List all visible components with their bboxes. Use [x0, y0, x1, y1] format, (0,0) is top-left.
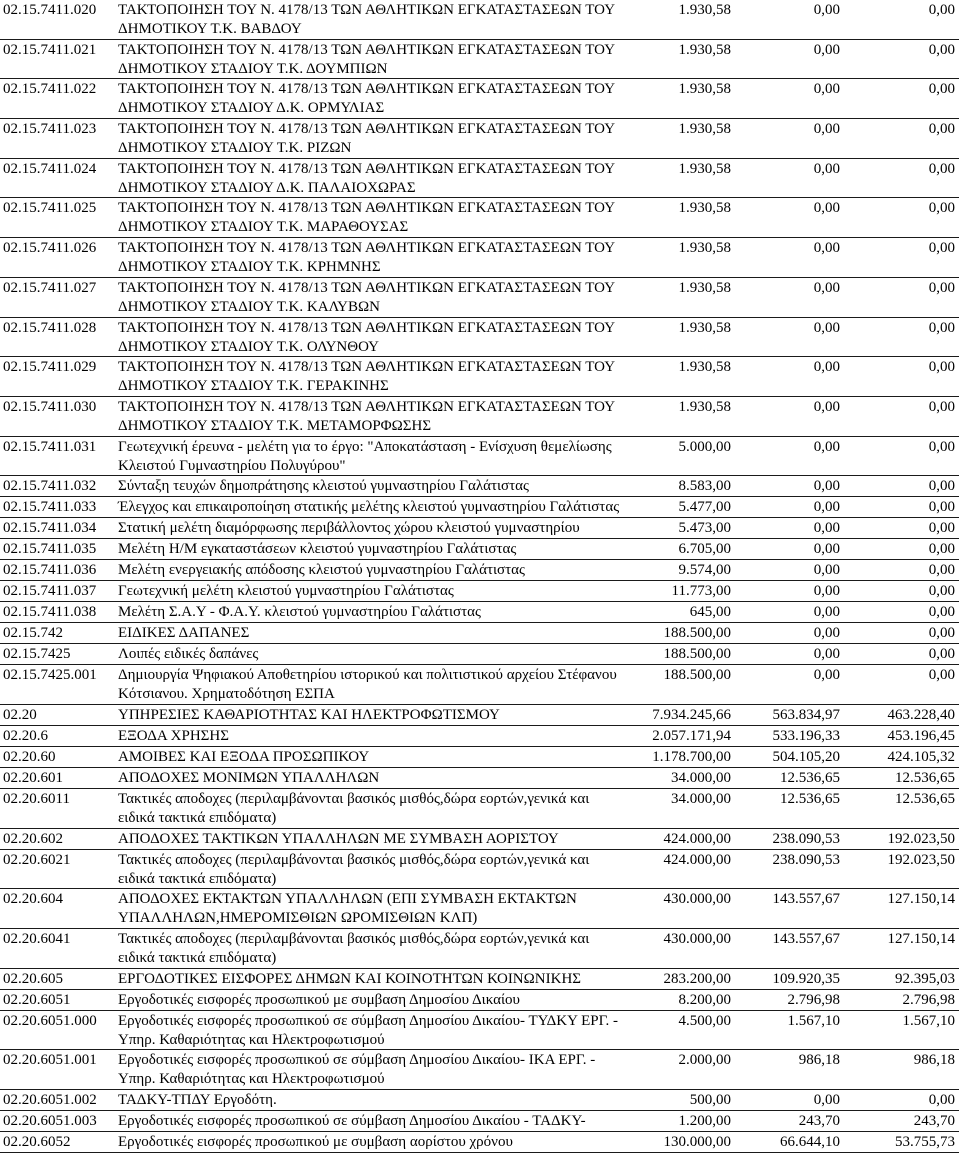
amount-1: 1.930,58: [678, 319, 731, 336]
amount-1: 9.574,00: [678, 562, 731, 579]
account-code: 02.20.6051.000: [3, 1012, 97, 1029]
amount-3: 0,00: [928, 478, 955, 495]
description-line: ΤΑΚΤΟΠΟΙΗΣΗ ΤΟΥ Ν. 4178/13 ΤΩΝ ΑΘΛΗΤΙΚΩΝ ΕΓΚΑΤΑΣΤΑΣΕΩΝ ΤΟΥ: [118, 200, 616, 217]
amount-3: 424.105,32: [887, 748, 955, 765]
amount-1: 1.930,58: [678, 240, 731, 257]
description: [116, 990, 640, 1010]
table-row: [0, 0, 959, 40]
amount-1: 500,00: [689, 1092, 731, 1109]
amount-2: 2.796,98: [787, 991, 840, 1008]
description-line: ΔΗΜΟΤΙΚΟΥ ΣΤΑΔΙΟΥ Τ.Κ. ΜΑΡΑΘΟΥΣΑΣ: [118, 219, 409, 236]
amount-1: 34.000,00: [671, 790, 731, 807]
description-line: ειδικά τακτικά επιδόματα): [118, 870, 277, 887]
description-line: ΔΗΜΟΤΙΚΟΥ ΣΤΑΔΙΟΥ Τ.Κ. ΟΛΥΝΘΟΥ: [118, 338, 379, 355]
amount-2: 66.644,10: [780, 1134, 840, 1151]
amount-1: 5.477,00: [678, 499, 731, 516]
description: [116, 705, 640, 725]
amount-1: 424.000,00: [663, 830, 731, 847]
account-code: 02.20.6052: [3, 1134, 71, 1151]
description-line: Μελέτη Η/Μ εγκαταστάσεων κλειστού γυμναστηρίου Γαλάτιστας: [118, 541, 517, 558]
amount-2: 0,00: [813, 438, 840, 455]
amount-2: 238.090,53: [772, 830, 840, 847]
account-code: 02.15.7411.023: [3, 121, 97, 138]
account-code: 02.15.742: [3, 625, 63, 642]
amount-2: 563.834,97: [772, 706, 840, 723]
amount-2: 0,00: [813, 562, 840, 579]
table-row: [0, 644, 959, 665]
amount-1: 130.000,00: [663, 1134, 731, 1151]
description-line: ειδικά τακτικά επιδόματα): [118, 950, 277, 966]
description-line: ειδικά τακτικά επιδόματα): [118, 809, 277, 826]
description: [116, 929, 640, 968]
description-line: ΔΗΜΟΤΙΚΟΥ ΣΤΑΔΙΟΥ Τ.Κ. ΚΑΛΥΒΩΝ: [118, 298, 380, 315]
account-code: 02.15.7425: [3, 646, 71, 663]
table-row: [0, 1090, 959, 1111]
amount-3: 0,00: [928, 625, 955, 642]
table-row: [0, 238, 959, 278]
description-line: ΤΑΚΤΟΠΟΙΗΣΗ ΤΟΥ Ν. 4178/13 ΤΩΝ ΑΘΛΗΤΙΚΩΝ ΕΓΚΑΤΑΣΤΑΣΕΩΝ ΤΟΥ: [118, 160, 616, 177]
amount-3: 0,00: [928, 319, 955, 336]
amount-2: 0,00: [813, 200, 840, 217]
amount-3: 0,00: [928, 583, 955, 600]
account-code: 02.20.604: [3, 891, 63, 908]
amount-3: 0,00: [928, 160, 955, 177]
account-code: 02.15.7411.036: [3, 562, 97, 579]
description-line: Υπηρ. Καθαριότητας και Ηλεκτροφωτισμού: [118, 1071, 385, 1088]
table-row: [0, 159, 959, 199]
amount-1: 2.000,00: [678, 1052, 731, 1069]
description-line: ΔΗΜΟΤΙΚΟΥ ΣΤΑΔΙΟΥ Τ.Κ. ΓΕΡΑΚΙΝΗΣ: [118, 378, 389, 395]
description-line: ΔΗΜΟΤΙΚΟΥ Τ.Κ. ΒΑΒΔΟΥ: [118, 21, 302, 37]
amount-2: 0,00: [813, 319, 840, 336]
description: [116, 539, 640, 559]
account-code: 02.15.7411.027: [3, 279, 97, 296]
description: [116, 159, 640, 198]
description-line: Εργοδοτικές εισφορές προσωπικού με συμβαση Δημοσίου Δικαίου: [118, 991, 520, 1008]
amount-1: 34.000,00: [671, 769, 731, 786]
description: [116, 747, 640, 767]
description: [116, 357, 640, 396]
description-line: Κότσιανου. Χρηματοδότηση ΕΣΠΑ: [118, 686, 335, 703]
description-line: Λοιπές ειδικές δαπάνες: [118, 646, 259, 663]
amount-3: 0,00: [928, 2, 955, 18]
amount-2: 0,00: [813, 667, 840, 684]
amount-1: 1.178.700,00: [652, 748, 731, 765]
amount-2: 0,00: [813, 121, 840, 138]
amount-1: 1.930,58: [678, 81, 731, 98]
description: [116, 889, 640, 928]
description-line: ΤΑΚΤΟΠΟΙΗΣΗ ΤΟΥ Ν. 4178/13 ΤΩΝ ΑΘΛΗΤΙΚΩΝ ΕΓΚΑΤΑΣΤΑΣΕΩΝ ΤΟΥ: [118, 359, 616, 376]
amount-3: 0,00: [928, 438, 955, 455]
description: [116, 581, 640, 601]
amount-2: 12.536,65: [780, 769, 840, 786]
amount-1: 5.000,00: [678, 438, 731, 455]
amount-3: 0,00: [928, 667, 955, 684]
description-line: Υπηρ. Καθαριότητας και Ηλεκτροφωτισμού: [118, 1031, 385, 1048]
amount-3: 0,00: [928, 121, 955, 138]
table-row: [0, 665, 959, 705]
account-code: 02.20.6051.003: [3, 1113, 97, 1130]
account-code: 02.20.6051.002: [3, 1092, 97, 1109]
description-line: Κλειστού Γυμναστηρίου Πολυγύρου": [118, 457, 346, 474]
account-code: 02.15.7411.035: [3, 541, 97, 558]
table-row: [0, 768, 959, 789]
amount-3: 127.150,14: [887, 891, 955, 908]
amount-3: 92.395,03: [895, 970, 955, 987]
table-row: [0, 1011, 959, 1051]
account-code: 02.20.6: [3, 727, 48, 744]
table-row: [0, 929, 959, 969]
description-line: Εργοδοτικές εισφορές προσωπικού σε σύμβαση Δημοσίου Δικαίου - ΤΑΔΚΥ-: [118, 1113, 586, 1130]
amount-3: 12.536,65: [895, 790, 955, 807]
account-code: 02.15.7411.034: [3, 520, 97, 537]
description-line: Σύνταξη τευχών δημοπράτησης κλειστού γυμναστηρίου Γαλάτιστας: [118, 478, 529, 495]
amount-2: 238.090,53: [772, 851, 840, 868]
description-line: Έλεγχος και επικαιροποίηση στατικής μελέτης κλειστού γυμναστηρίου Γαλάτιστας: [118, 499, 620, 516]
amount-3: 986,18: [913, 1052, 955, 1069]
amount-2: 986,18: [798, 1052, 840, 1069]
amount-3: 192.023,50: [887, 830, 955, 847]
table-row: [0, 789, 959, 829]
description: [116, 518, 640, 538]
amount-2: 1.567,10: [787, 1012, 840, 1029]
table-row: [0, 1050, 959, 1090]
amount-1: 424.000,00: [663, 851, 731, 868]
description-line: ΔΗΜΟΤΙΚΟΥ ΣΤΑΔΙΟΥ Τ.Κ. ΔΟΥΜΠΙΩΝ: [118, 60, 388, 77]
description-line: ΕΡΓΟΔΟΤΙΚΕΣ ΕΙΣΦΟΡΕΣ ΔΗΜΩΝ ΚΑΙ ΚΟΙΝΟΤΗΤΩΝ ΚΟΙΝΩΝΙΚΗΣ: [118, 970, 582, 987]
amount-1: 11.773,00: [671, 583, 731, 600]
description-line: ΔΗΜΟΤΙΚΟΥ ΣΤΑΔΙΟΥ Δ.Κ. ΟΡΜΥΛΙΑΣ: [118, 100, 385, 117]
table-row: [0, 198, 959, 238]
description: [116, 497, 640, 517]
table-row: [0, 1132, 959, 1153]
table-row: [0, 497, 959, 518]
amount-3: 463.228,40: [887, 706, 955, 723]
amount-3: 53.755,73: [895, 1134, 955, 1151]
account-code: 02.15.7425.001: [3, 667, 97, 684]
description-line: ΔΗΜΟΤΙΚΟΥ ΣΤΑΔΙΟΥ Τ.Κ. ΜΕΤΑΜΟΡΦΩΣΗΣ: [118, 417, 432, 434]
amount-3: 0,00: [928, 541, 955, 558]
amount-1: 1.930,58: [678, 41, 731, 58]
description: [116, 789, 640, 828]
amount-3: 1.567,10: [902, 1012, 955, 1029]
amount-2: 0,00: [813, 541, 840, 558]
account-code: 02.15.7411.038: [3, 604, 97, 621]
table-row: [0, 318, 959, 358]
description-line: ΤΑΚΤΟΠΟΙΗΣΗ ΤΟΥ Ν. 4178/13 ΤΩΝ ΑΘΛΗΤΙΚΩΝ ΕΓΚΑΤΑΣΤΑΣΕΩΝ ΤΟΥ: [118, 81, 616, 98]
amount-1: 430.000,00: [663, 931, 731, 947]
account-code: 02.20: [3, 706, 37, 723]
description-line: ΤΑΚΤΟΠΟΙΗΣΗ ΤΟΥ Ν. 4178/13 ΤΩΝ ΑΘΛΗΤΙΚΩΝ ΕΓΚΑΤΑΣΤΑΣΕΩΝ ΤΟΥ: [118, 398, 616, 415]
amount-2: 0,00: [813, 520, 840, 537]
amount-3: 0,00: [928, 279, 955, 296]
description-line: ΔΗΜΟΤΙΚΟΥ ΣΤΑΔΙΟΥ Τ.Κ. ΚΡΗΜΝΗΣ: [118, 259, 381, 276]
amount-3: 0,00: [928, 520, 955, 537]
description: [116, 969, 640, 989]
account-code: 02.15.7411.022: [3, 81, 97, 98]
description-line: Τακτικές αποδοχες (περιλαμβάνονται βασικός μισθός,δώρα εορτών,γενικά και: [118, 851, 590, 868]
table-row: [0, 40, 959, 80]
amount-3: 0,00: [928, 359, 955, 376]
amount-3: 0,00: [928, 1092, 955, 1109]
table-row: [0, 969, 959, 990]
amount-2: 0,00: [813, 646, 840, 663]
description: [116, 119, 640, 158]
table-row: [0, 437, 959, 477]
table-row: [0, 1111, 959, 1132]
description: [116, 1132, 640, 1152]
description-line: Στατική μελέτη διαμόρφωσης περιβάλλοντος χώρου κλειστού γυμναστηρίου: [118, 520, 580, 537]
description: [116, 40, 640, 79]
amount-1: 645,00: [689, 604, 731, 621]
amount-1: 4.500,00: [678, 1012, 731, 1029]
amount-2: 0,00: [813, 1092, 840, 1109]
amount-1: 6.705,00: [678, 541, 731, 558]
description-line: Εργοδοτικές εισφορές προσωπικού με συμβαση αορίστου χρόνου: [118, 1134, 513, 1151]
amount-2: 0,00: [813, 499, 840, 516]
table-row: [0, 850, 959, 890]
description-line: ΕΞΟΔΑ ΧΡΗΣΗΣ: [118, 727, 229, 744]
amount-2: 0,00: [813, 604, 840, 621]
amount-1: 1.930,58: [678, 359, 731, 376]
amount-1: 1.930,58: [678, 398, 731, 415]
amount-1: 188.500,00: [663, 625, 731, 642]
description-line: Μελέτη Σ.Α.Υ - Φ.Α.Υ. κλειστού γυμναστηρίου Γαλάτιστας: [118, 604, 481, 621]
account-code: 02.15.7411.029: [3, 359, 97, 376]
account-code: 02.15.7411.025: [3, 200, 97, 217]
account-code: 02.20.6051.001: [3, 1052, 97, 1069]
table-row: [0, 357, 959, 397]
amount-3: 12.536,65: [895, 769, 955, 786]
description: [116, 602, 640, 622]
description-line: ΤΑΚΤΟΠΟΙΗΣΗ ΤΟΥ Ν. 4178/13 ΤΩΝ ΑΘΛΗΤΙΚΩΝ ΕΓΚΑΤΑΣΤΑΣΕΩΝ ΤΟΥ: [118, 2, 616, 18]
description-line: Γεωτεχνική έρευνα - μελέτη για το έργο: "Αποκατάσταση - Ενίσχυση θεμελίωσης: [118, 438, 612, 455]
amount-3: 2.796,98: [902, 991, 955, 1008]
table-row: [0, 747, 959, 768]
description: [116, 829, 640, 849]
table-row: [0, 518, 959, 539]
amount-2: 0,00: [813, 160, 840, 177]
amount-2: 0,00: [813, 240, 840, 257]
description: [116, 238, 640, 277]
description: [116, 1011, 640, 1050]
account-code: 02.15.7411.037: [3, 583, 97, 600]
account-code: 02.20.601: [3, 769, 63, 786]
amount-2: 12.536,65: [780, 790, 840, 807]
description: [116, 437, 640, 476]
amount-2: 504.105,20: [772, 748, 840, 765]
description: [116, 850, 640, 889]
amount-1: 430.000,00: [663, 891, 731, 908]
amount-1: 188.500,00: [663, 667, 731, 684]
amount-1: 283.200,00: [663, 970, 731, 987]
description-line: ΤΑΚΤΟΠΟΙΗΣΗ ΤΟΥ Ν. 4178/13 ΤΩΝ ΑΘΛΗΤΙΚΩΝ ΕΓΚΑΤΑΣΤΑΣΕΩΝ ΤΟΥ: [118, 41, 616, 58]
amount-3: 0,00: [928, 604, 955, 621]
description: [116, 665, 640, 704]
description-line: ΤΑΚΤΟΠΟΙΗΣΗ ΤΟΥ Ν. 4178/13 ΤΩΝ ΑΘΛΗΤΙΚΩΝ ΕΓΚΑΤΑΣΤΑΣΕΩΝ ΤΟΥ: [118, 121, 616, 138]
description-line: ΑΠΟΔΟΧΕΣ ΕΚΤΑΚΤΩΝ ΥΠΑΛΛΗΛΩΝ (ΕΠΙ ΣΥΜΒΑΣΗ ΕΚΤΑΚΤΩΝ: [118, 891, 577, 908]
description-line: ΤΑΚΤΟΠΟΙΗΣΗ ΤΟΥ Ν. 4178/13 ΤΩΝ ΑΘΛΗΤΙΚΩΝ ΕΓΚΑΤΑΣΤΑΣΕΩΝ ΤΟΥ: [118, 240, 616, 257]
account-code: 02.15.7411.031: [3, 438, 97, 455]
account-code: 02.15.7411.026: [3, 240, 97, 257]
amount-1: 1.930,58: [678, 121, 731, 138]
account-code: 02.20.6041: [3, 931, 71, 947]
account-code: 02.20.605: [3, 970, 63, 987]
amount-3: 192.023,50: [887, 851, 955, 868]
amount-2: 143.557,67: [772, 931, 840, 947]
account-code: 02.15.7411.032: [3, 478, 97, 495]
account-code: 02.15.7411.033: [3, 499, 97, 516]
description: [116, 1090, 640, 1110]
description-line: Εργοδοτικές εισφορές προσωπικού σε σύμβαση Δημοσίου Δικαίου- ΤΥΔΚΥ ΕΡΓ. -: [118, 1012, 618, 1029]
amount-3: 127.150,14: [887, 931, 955, 947]
description-line: ΑΜΟΙΒΕΣ ΚΑΙ ΕΞΟΔΑ ΠΡΟΣΩΠΙΚΟΥ: [118, 748, 370, 765]
amount-3: 243,70: [913, 1113, 955, 1130]
amount-2: 143.557,67: [772, 891, 840, 908]
amount-1: 1.930,58: [678, 279, 731, 296]
amount-2: 0,00: [813, 41, 840, 58]
account-code: 02.15.7411.028: [3, 319, 97, 336]
amount-2: 0,00: [813, 625, 840, 642]
description: [116, 318, 640, 357]
description: [116, 1111, 640, 1131]
amount-2: 0,00: [813, 81, 840, 98]
account-code: 02.15.7411.024: [3, 160, 97, 177]
account-code: 02.20.602: [3, 830, 63, 847]
description: [116, 623, 640, 643]
description: [116, 768, 640, 788]
table-row: [0, 79, 959, 119]
amount-2: 0,00: [813, 583, 840, 600]
amount-1: 188.500,00: [663, 646, 731, 663]
amount-1: 8.583,00: [678, 478, 731, 495]
table-row: [0, 278, 959, 318]
description-line: ΥΠΗΡΕΣΙΕΣ ΚΑΘΑΡΙΟΤΗΤΑΣ ΚΑΙ ΗΛΕΚΤΡΟΦΩΤΙΣΜΟΥ: [118, 706, 500, 723]
amount-2: 109.920,35: [772, 970, 840, 987]
description-line: Μελέτη ενεργειακής απόδοσης κλειστού γυμναστηρίου Γαλάτιστας: [118, 562, 525, 579]
description-line: ΔΗΜΟΤΙΚΟΥ ΣΤΑΔΙΟΥ Δ.Κ. ΠΑΛΑΙΟΧΩΡΑΣ: [118, 179, 416, 196]
amount-3: 0,00: [928, 499, 955, 516]
amount-3: 0,00: [928, 646, 955, 663]
table-row: [0, 705, 959, 726]
amount-2: 243,70: [798, 1113, 840, 1130]
account-code: 02.15.7411.021: [3, 41, 97, 58]
amount-2: 533.196,33: [772, 727, 840, 744]
amount-1: 7.934.245,66: [652, 706, 731, 723]
amount-3: 0,00: [928, 398, 955, 415]
amount-1: 8.200,00: [678, 991, 731, 1008]
amount-3: 0,00: [928, 200, 955, 217]
amount-3: 453.196,45: [887, 727, 955, 744]
description-line: ΤΑΔΚΥ-ΤΠΔΥ Εργοδότη.: [118, 1092, 277, 1109]
description-line: Δημιουργία Ψηφιακού Αποθετηρίου ιστορικού και πολιτιστικού αρχείου Στέφανου: [118, 667, 617, 684]
description: [116, 476, 640, 496]
account-code: 02.20.60: [3, 748, 56, 765]
description-line: Εργοδοτικές εισφορές προσωπικού σε σύμβαση Δημοσίου Δικαίου- ΙΚΑ ΕΡΓ. -: [118, 1052, 596, 1069]
table-row: [0, 602, 959, 623]
table-row: [0, 623, 959, 644]
amount-1: 2.057.171,94: [652, 727, 731, 744]
amount-2: 0,00: [813, 279, 840, 296]
description-line: ΕΙΔΙΚΕΣ ΔΑΠΑΝΕΣ: [118, 625, 250, 642]
table-row: [0, 726, 959, 747]
description-line: ΑΠΟΔΟΧΕΣ ΤΑΚΤΙΚΩΝ ΥΠΑΛΛΗΛΩΝ ΜΕ ΣΥΜΒΑΣΗ ΑΟΡΙΣΤΟΥ: [118, 830, 559, 847]
description: [116, 198, 640, 237]
amount-2: 0,00: [813, 2, 840, 18]
amount-1: 1.930,58: [678, 200, 731, 217]
amount-1: 1.200,00: [678, 1113, 731, 1130]
description: [116, 0, 640, 39]
amount-1: 5.473,00: [678, 520, 731, 537]
table-row: [0, 397, 959, 437]
table-row: [0, 119, 959, 159]
table-row: [0, 539, 959, 560]
amount-3: 0,00: [928, 41, 955, 58]
account-code: 02.20.6051: [3, 991, 71, 1008]
table-row: [0, 990, 959, 1011]
amount-3: 0,00: [928, 81, 955, 98]
account-code: 02.15.7411.020: [3, 2, 97, 18]
description-line: Τακτικές αποδοχες (περιλαμβάνονται βασικός μισθός,δώρα εορτών,γενικά και: [118, 790, 590, 807]
description: [116, 726, 640, 746]
description: [116, 560, 640, 580]
account-code: 02.20.6021: [3, 851, 71, 868]
amount-2: 0,00: [813, 398, 840, 415]
description-line: Τακτικές αποδοχες (περιλαμβάνονται βασικός μισθός,δώρα εορτών,γενικά και: [118, 931, 590, 947]
account-code: 02.15.7411.030: [3, 398, 97, 415]
description-line: ΑΠΟΔΟΧΕΣ ΜΟΝΙΜΩΝ ΥΠΑΛΛΗΛΩΝ: [118, 769, 380, 786]
description-line: ΤΑΚΤΟΠΟΙΗΣΗ ΤΟΥ Ν. 4178/13 ΤΩΝ ΑΘΛΗΤΙΚΩΝ ΕΓΚΑΤΑΣΤΑΣΕΩΝ ΤΟΥ: [118, 279, 616, 296]
amount-2: 0,00: [813, 359, 840, 376]
description: [116, 79, 640, 118]
description-line: ΤΑΚΤΟΠΟΙΗΣΗ ΤΟΥ Ν. 4178/13 ΤΩΝ ΑΘΛΗΤΙΚΩΝ ΕΓΚΑΤΑΣΤΑΣΕΩΝ ΤΟΥ: [118, 319, 616, 336]
description: [116, 397, 640, 436]
amount-2: 0,00: [813, 478, 840, 495]
amount-1: 1.930,58: [678, 160, 731, 177]
table-row: [0, 476, 959, 497]
amount-3: 0,00: [928, 240, 955, 257]
description: [116, 278, 640, 317]
account-code: 02.20.6011: [3, 790, 70, 807]
table-row: [0, 560, 959, 581]
amount-1: 1.930,58: [678, 2, 731, 18]
description: [116, 1050, 640, 1089]
description-line: ΔΗΜΟΤΙΚΟΥ ΣΤΑΔΙΟΥ Τ.Κ. ΡΙΖΩΝ: [118, 140, 352, 157]
table-row: [0, 829, 959, 850]
description: [116, 644, 640, 664]
description-line: Γεωτεχνική μελέτη κλειστού γυμναστηρίου Γαλάτιστας: [118, 583, 454, 600]
table-row: [0, 889, 959, 929]
amount-3: 0,00: [928, 562, 955, 579]
description-line: ΥΠΑΛΛΗΛΩΝ,ΗΜΕΡΟΜΙΣΘΙΩΝ ΩΡΟΜΙΣΘΙΩΝ ΚΛΠ): [118, 910, 478, 927]
table-row: [0, 581, 959, 602]
